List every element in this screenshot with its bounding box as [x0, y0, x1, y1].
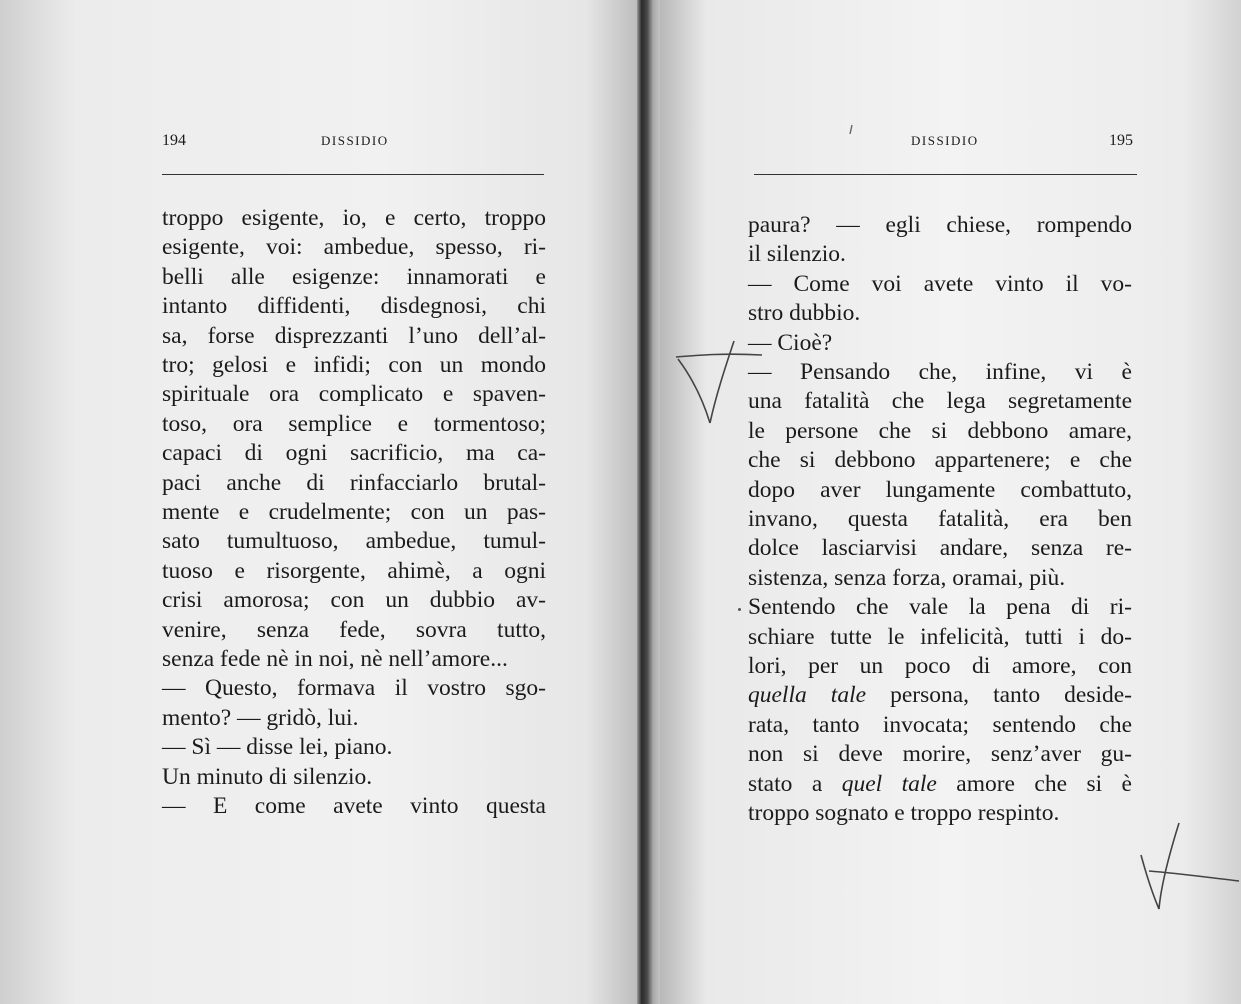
text-line: — Come voi avete vinto il vo- — [748, 270, 1132, 297]
text-line-after: persona, tanto deside- — [866, 682, 1132, 709]
text-line: schiare tutte le infelicità, tutti i do- — [748, 623, 1132, 650]
text-line: mento? — gridò, lui. — [162, 704, 359, 731]
text-line: tuoso e risorgente, ahimè, a ogni — [162, 557, 546, 584]
text-line: il silenzio. — [748, 241, 846, 268]
text-line: troppo sognato e troppo respinto. — [748, 800, 1060, 826]
text-line: paura? — egli chiese, rompendo — [748, 212, 1132, 238]
text-line: — E come avete vinto questa — [162, 793, 546, 819]
text-line — [748, 770, 1132, 799]
text-line: che si debbono appartenere; e che — [748, 447, 1132, 474]
text-line: non si deve morire, senz’aver gu- — [748, 741, 1132, 768]
text-line: capaci di ogni sacrificio, ma ca- — [162, 440, 546, 467]
text-line: intanto diffidenti, disdegnosi, chi — [162, 293, 546, 320]
text-line: sa, forse disprezzanti l’uno dell’al- — [162, 322, 546, 349]
italic-phrase: quella tale — [748, 682, 867, 709]
left-running-head: DISSIDIO — [321, 133, 389, 148]
text-line: sistenza, senza forza, oramai, più. — [748, 564, 1066, 591]
text-line: — Sì — disse lei, piano. — [162, 734, 393, 761]
text-line: invano, questa fatalità, era ben — [748, 506, 1132, 532]
text-line: stro dubbio. — [748, 300, 861, 327]
text-line: le persone che si debbono amare, — [748, 417, 1132, 444]
text-line: sato tumultuoso, ambedue, tumul- — [162, 528, 546, 555]
book-gutter — [637, 0, 660, 1004]
text-line: — Questo, formava il vostro sgo- — [162, 675, 546, 702]
right-header-rule — [754, 174, 1137, 175]
text-line — [748, 681, 1132, 710]
text-line: spirituale ora complicato e spaven- — [162, 381, 546, 408]
text-line: tro; gelosi e infidi; con un mondo — [162, 352, 546, 378]
text-line: paci anche di rinfacciarlo brutal- — [162, 469, 546, 496]
text-line-after: amore che si è — [936, 770, 1132, 797]
text-line: rata, tanto invocata; sentendo che — [748, 711, 1132, 738]
text-line: lori, per un poco di amore, con — [748, 653, 1132, 679]
margin-dot — [738, 608, 741, 611]
left-header-rule — [162, 174, 544, 175]
right-running-head: DISSIDIO — [911, 133, 979, 148]
text-line: senza fede nè in noi, nè nell’amore... — [162, 646, 508, 672]
text-line: esigente, voi: ambedue, spesso, ri- — [162, 234, 546, 261]
text-line: troppo esigente, io, e certo, troppo — [162, 205, 546, 231]
text-line: Un minuto di silenzio. — [162, 763, 373, 790]
text-line: dolce lasciarvisi andare, senza re- — [748, 535, 1132, 562]
right-page-number: 195 — [1109, 132, 1133, 149]
text-line: crisi amorosa; con un dubbio av- — [162, 587, 546, 614]
italic-phrase: quel tale — [841, 770, 937, 797]
text-line: Sentendo che vale la pena di ri- — [748, 594, 1132, 621]
text-line: venire, senza fede, sovra tutto, — [162, 616, 546, 643]
text-line: dopo aver lungamente combattuto, — [748, 476, 1132, 503]
text-line: una fatalità che lega segretamente — [748, 388, 1132, 415]
text-line: — Pensando che, infine, vi è — [748, 359, 1132, 385]
text-line: toso, ora semplice e tormentoso; — [162, 410, 546, 437]
left-page-number: 194 — [162, 132, 186, 149]
text-line: — Cioè? — [748, 329, 833, 356]
text-line: belli alle esigenze: innamorati e — [162, 263, 546, 290]
text-line: mente e crudelmente; con un pas- — [162, 499, 546, 525]
right-page — [660, 0, 1241, 1004]
text-line-before: stato a — [748, 770, 842, 797]
